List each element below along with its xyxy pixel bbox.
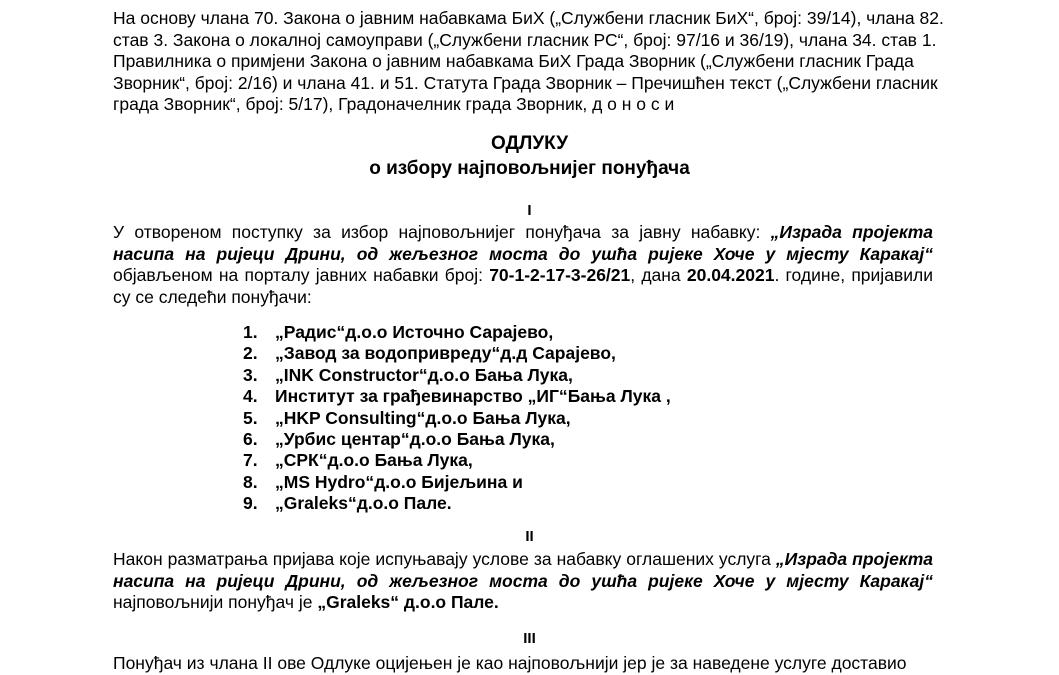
section-1-text-a: У отвореном поступку за избор најповољнијег понуђача за јавну набавку: — [113, 222, 771, 242]
section-3-paragraph — [113, 653, 933, 675]
section-3-text-a: Понуђач из члана II ове Одлуке оцијењен је као најповољнији јер је за наведене услуге доставио — [113, 653, 907, 673]
preamble-paragraph: На основу члана 70. Закона о јавним набавкама БиХ („Службени гласник БиХ“, број: 39/14), члана 82. став 3. Закона о локалној самоуправи („Службени гласник РС“, број: 97/16 и 36/19), члана 34. став 1. Правилника о примјени Закона о јавним набавкама БиХ Града Зворник („Службени гласник Града Зворник“, број: 2/16) и члана 41. и 51. Статута Града Зворник – Пречишћен текст („Службени гласник града Зворник“, број: 5/17), Градоначелник града Зворник, д о н о с и — [113, 8, 944, 114]
list-item — [243, 365, 671, 386]
list-item — [243, 386, 671, 407]
bidder-name: „INK Constructor“ — [275, 364, 428, 385]
bidder-number: 9. — [243, 493, 258, 514]
list-item — [243, 450, 671, 471]
bidders-list — [243, 322, 671, 515]
list-item — [243, 493, 671, 514]
bidder-number: 5. — [243, 407, 258, 428]
bidder-number: 2. — [243, 343, 258, 364]
notice-date: 20.04.2021 — [686, 265, 775, 285]
decision-title: ОДЛУКУ — [490, 133, 569, 154]
bidder-name: „Урбис центар“ — [275, 429, 410, 450]
bidder-suffix: д.о.о Бања Лука, — [409, 429, 555, 450]
list-item — [243, 322, 671, 343]
section-1-text-d: . године, пријавили су се следећи понуђачи: — [113, 265, 933, 307]
bidder-suffix: д.о.о Пале. — [356, 493, 452, 514]
section-1-text-c: , дана — [630, 265, 687, 285]
section-heading-2: II — [525, 528, 534, 545]
section-heading-3: III — [523, 630, 536, 647]
bidder-name: „СРК“ — [275, 450, 328, 471]
bidder-name: „Graleks“ — [275, 493, 357, 514]
section-1-paragraph — [113, 222, 933, 308]
bidder-number: 6. — [243, 429, 258, 450]
list-item — [243, 343, 671, 364]
list-item — [243, 472, 671, 493]
bidder-number: 8. — [243, 471, 258, 492]
bidder-suffix: д.о.о Бања Лука, — [327, 450, 473, 471]
list-item — [243, 429, 671, 450]
bidder-suffix: д.о.о Бијељина и — [374, 471, 523, 492]
bidder-suffix: д.о.о Бања Лука, — [425, 407, 571, 428]
section-2-text-b: најповољнији понуђач је — [113, 592, 318, 612]
bidder-suffix: д.д Сарајево, — [500, 343, 616, 364]
bidder-name: „Завод за водопривреду“ — [275, 343, 501, 364]
notice-number: 70-1-2-17-3-26/21 — [489, 265, 631, 285]
bidder-suffix: д.о.о Источно Сарајево, — [345, 322, 554, 342]
bidder-number: 1. — [243, 322, 258, 342]
winning-bidder: „Graleks“ д.о.о Пале. — [317, 592, 499, 612]
bidder-number: 7. — [243, 450, 258, 471]
bidder-name: „MS Hydro“ — [275, 471, 375, 492]
section-2-text-a: Након разматрања пријава које испуњавају услове за набавку оглашених услуга — [113, 549, 776, 569]
list-item — [243, 408, 671, 429]
bidder-suffix: д.о.о Бања Лука, — [427, 364, 573, 385]
decision-subtitle: о избору најповољнијег понуђача — [369, 158, 690, 179]
project-name: „Израда пројекта насипа на ријеци Дрини, од жељезног моста до ушћа ријеке Хоче у мјесту Каракај“ — [113, 222, 933, 264]
bidder-number: 4. — [243, 386, 258, 407]
bidder-name: Институт за грађевинарство „ИГ“ — [275, 386, 568, 407]
section-heading-1: I — [527, 202, 532, 219]
project-name: „Израда пројекта насипа на ријеци Дрини, од жељезног моста до ушћа ријеке Хоче у мјесту Каракај“ — [113, 549, 933, 591]
section-1-text-b: објављеном на порталу јавних набавки број: — [113, 265, 490, 285]
section-2-paragraph — [113, 549, 933, 614]
bidder-name: „HKP Consulting“ — [275, 407, 426, 428]
bidder-suffix: Бања Лука , — [567, 386, 671, 407]
bidder-number: 3. — [243, 364, 258, 385]
bidder-name: „Радис“ — [275, 322, 346, 342]
